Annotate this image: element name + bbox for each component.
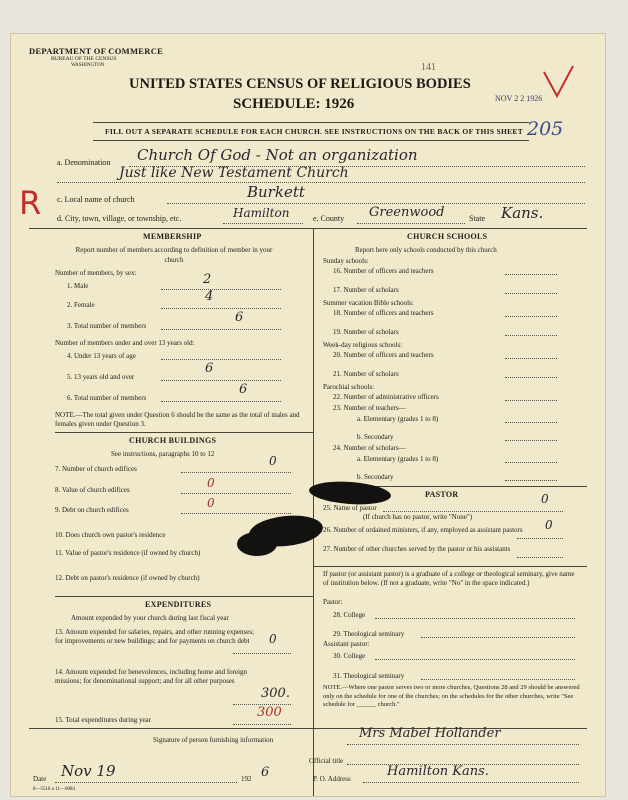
county-label: e. County <box>313 214 345 223</box>
buildings-heading: CHURCH BUILDINGS <box>129 436 217 445</box>
church-name-value: Burkett <box>247 183 305 201</box>
state-label: State <box>469 214 485 223</box>
denomination-value: Church Of God - Not an organization <box>137 146 418 164</box>
edifice-debt-label: 9. Debt on church edifices <box>55 506 129 514</box>
parochial-label: Parochial schools: <box>323 383 375 391</box>
q26-label: 26. Number of ordained ministers, if any, employed as assistant pastors <box>323 526 523 534</box>
male-label: 1. Male <box>67 282 89 290</box>
schools-intro: Report here only schools conducted by this church <box>355 246 497 254</box>
year-prefix: 192 <box>241 775 252 783</box>
q23b-label: b. Secondary <box>357 433 394 441</box>
total-members-value: 6 <box>235 310 244 325</box>
total-members-label: 3. Total number of members <box>67 322 147 330</box>
buildings-intro: See instructions, paragraphs 10 to 12 <box>111 450 215 458</box>
church-edifices-label: 7. Number of church edifices <box>55 465 137 473</box>
q31-label: 31. Theological seminary <box>333 672 405 680</box>
q26-value: 0 <box>545 518 553 532</box>
ink-blot-2 <box>308 479 391 507</box>
census-form <box>11 34 605 796</box>
female-value: 4 <box>205 289 214 304</box>
age-intro: Number of members under and over 13 years old: <box>55 339 195 347</box>
expenditures-heading: EXPENDITURES <box>145 600 212 609</box>
q28-label: 28. College <box>333 611 366 619</box>
schools-heading: CHURCH SCHOOLS <box>407 232 488 241</box>
date-value: Nov 19 <box>61 762 116 780</box>
red-checkmark-icon <box>539 62 579 102</box>
sunday-label: Sunday schools: <box>323 257 369 265</box>
q25-label: 25. Name of pastor <box>323 504 377 512</box>
date-label: Date <box>33 775 47 783</box>
q18-label: 18. Number of officers and teachers <box>333 309 434 317</box>
county-value: Greenwood <box>369 205 445 220</box>
membership-heading: MEMBERSHIP <box>143 232 202 241</box>
total-expenditures-label: 15. Total expenditures during year <box>55 716 151 724</box>
female-label: 2. Female <box>67 301 95 309</box>
form-title: UNITED STATES CENSUS OF RELIGIOUS BODIES <box>129 76 471 92</box>
q16-label: 16. Number of officers and teachers <box>333 267 434 275</box>
weekday-label: Week-day religious schools: <box>323 341 403 349</box>
year-value: 6 <box>261 765 270 780</box>
under-13-label: 4. Under 13 years of age <box>67 352 136 360</box>
running-expenses-label: 13. Amount expended for salaries, repairs, and other running expenses; for improvements or new buildings; and for payments on church debt <box>55 628 255 645</box>
q30-label: 30. College <box>333 652 366 660</box>
city-name: WASHINGTON <box>71 63 105 68</box>
q20-label: 20. Number of officers and teachers <box>333 351 434 359</box>
schedule-title: SCHEDULE: 1926 <box>233 96 355 112</box>
church-name-label: c. Local name of church <box>57 195 135 204</box>
q24b-label: b. Secondary <box>357 473 394 481</box>
edifice-value-label: 8. Value of church edifices <box>55 486 130 494</box>
q27-label: 27. Number of other churches served by the pastor or his assistants <box>323 545 511 553</box>
q23a-label: a. Elementary (grades 1 to 8) <box>357 415 439 423</box>
date-stamp: NOV 2 2 1926 <box>495 94 543 103</box>
annotation-number: 205 <box>527 118 564 140</box>
po-address-value: Hamilton Kans. <box>387 764 489 779</box>
total-by-age-label: 6. Total number of members <box>67 394 147 402</box>
q24a-label: a. Elementary (grades 1 to 8) <box>357 455 439 463</box>
po-address-label: P. O. Address <box>313 775 351 783</box>
edifice-debt-value: 0 <box>207 496 215 510</box>
denomination-label: a. Denomination <box>57 158 111 167</box>
over-13-value: 6 <box>205 361 214 376</box>
membership-intro: Report number of members according to definition of member in your church <box>75 246 273 264</box>
instruction-line: FILL OUT A SEPARATE SCHEDULE FOR EACH CHURCH. SEE INSTRUCTIONS ON THE BACK OF THIS SHEET <box>105 127 524 136</box>
pastor-heading: PASTOR <box>425 490 459 499</box>
graduate-instructions: If pastor (or assistant pastor) is a graduate of a college or theological seminary, give name of institution below. (If not a graduate, write "No" in the space indicated.) <box>323 570 575 587</box>
q24-label: 24. Number of scholars— <box>333 444 406 452</box>
q22-label: 22. Number of administrative officers <box>333 393 439 401</box>
denomination-value-2: Just like New Testament Church <box>119 165 349 181</box>
number-stamp: 141 <box>421 62 436 73</box>
total-expenditures-value: 300 <box>257 705 282 720</box>
over-13-label: 5. 13 years old and over <box>67 373 135 381</box>
total-by-age-value: 6 <box>239 382 248 397</box>
city-label: d. City, town, village, or township, etc. <box>57 214 182 223</box>
assistant-label: Assistant pastor: <box>323 640 370 648</box>
q23-label: 23. Number of teachers— <box>333 404 406 412</box>
signature-value: Mrs Mabel Hollander <box>359 726 501 741</box>
owns-residence-label: 10. Does church own pastor's residence <box>55 531 166 539</box>
dept-name: DEPARTMENT OF COMMERCE <box>29 46 164 56</box>
q17-label: 17. Number of scholars <box>333 286 399 294</box>
running-expenses-value: 0 <box>269 632 277 646</box>
bureau-name: BUREAU OF THE CENSUS <box>51 56 117 62</box>
benevolences-value: 300. <box>261 686 290 701</box>
red-r-mark: R <box>19 184 42 222</box>
q29-label: 29. Theological seminary <box>333 630 405 638</box>
official-title-label: Official title <box>309 757 344 765</box>
male-value: 2 <box>203 272 212 287</box>
q25-value: 0 <box>541 492 549 506</box>
membership-note: NOTE.—The total given under Question 6 should be the same as the total of males and females given under Question 3. <box>55 411 300 428</box>
by-sex-label: Number of members, by sex: <box>55 269 137 277</box>
signature-label: Signature of person furnishing information <box>153 736 274 744</box>
residence-value-label: 11. Value of pastor's residence (if owned by church) <box>55 549 201 557</box>
residence-debt-label: 12. Debt on pastor's residence (if owned by church) <box>55 574 200 582</box>
summer-label: Summer vacation Bible schools: <box>323 299 414 307</box>
pastor-note: NOTE.—Where one pastor serves two or more churches, Questions 28 and 29 should be answered only on the schedule for one of the churches; on the schedules for the other churches, write "See schedule for ______ church." <box>323 684 580 708</box>
form-number: 8—5518 a 11—6084 <box>33 787 76 792</box>
q19-label: 19. Number of scholars <box>333 328 399 336</box>
expenditures-intro: Amount expended by your church during last fiscal year <box>71 614 229 622</box>
benevolences-label: 14. Amount expended for benevolences, including home and foreign missions; for denominational support; and for all other purposes <box>55 668 248 685</box>
pastor-label: Pastor: <box>323 598 343 606</box>
state-value: Kans. <box>501 204 544 222</box>
q21-label: 21. Number of scholars <box>333 370 399 378</box>
q25-note: (If church has no pastor, write "None") <box>363 513 473 521</box>
church-edifices-value: 0 <box>269 454 277 468</box>
edifice-value: 0 <box>207 476 215 490</box>
city-value: Hamilton <box>233 206 290 220</box>
